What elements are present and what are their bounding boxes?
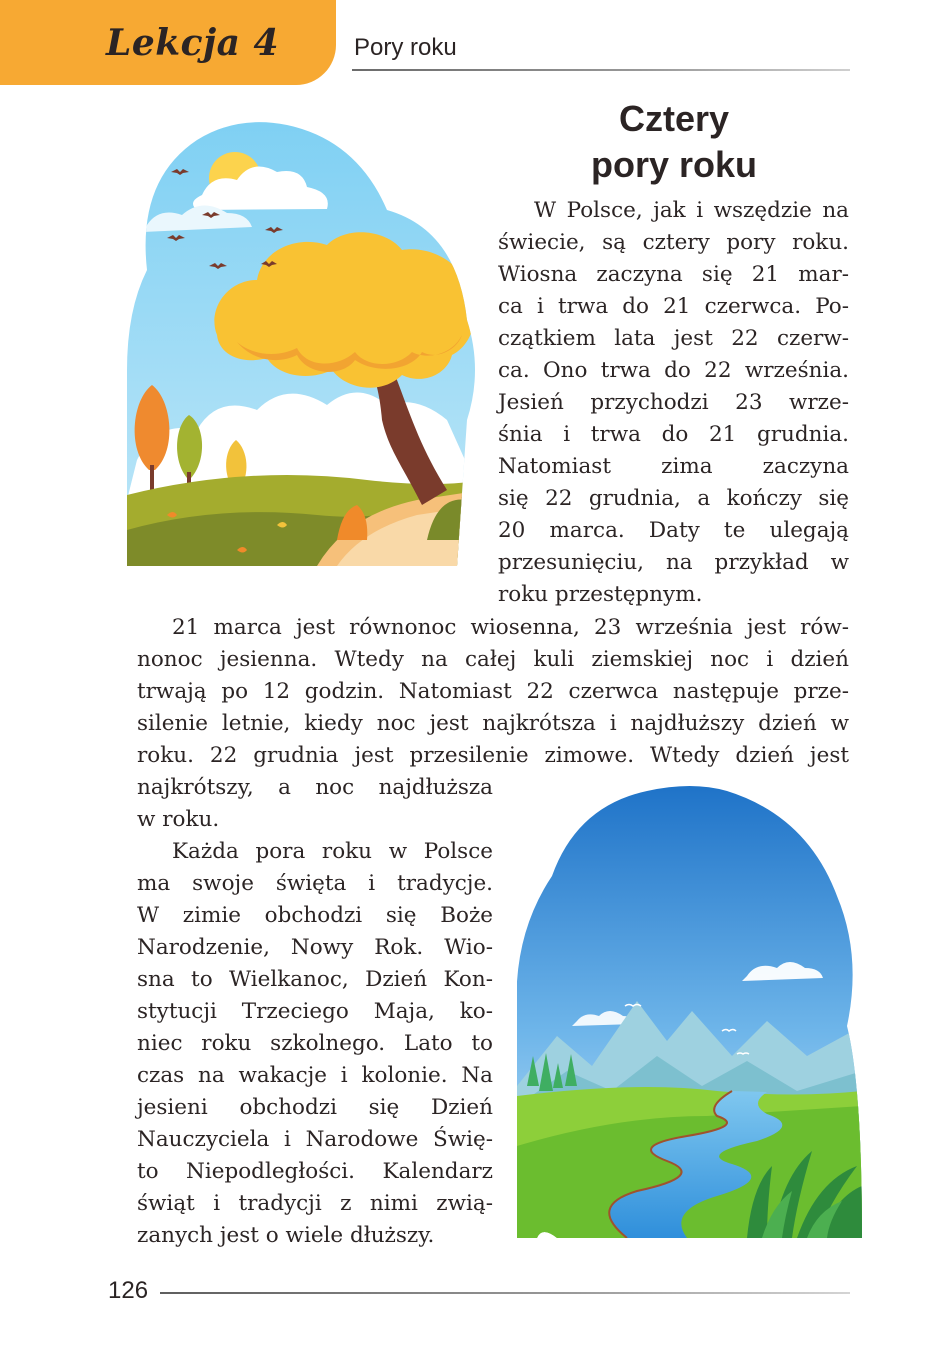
text-line: Natomiast zima zaczyna [498,454,849,479]
lesson-topic: Pory roku [354,34,457,61]
article-title-line: Cztery [618,98,730,139]
text-line: to Niepodległości. Kalendarz [137,1159,493,1184]
text-line: W Polsce, jak i wszędzie na [534,198,849,223]
text-line: ca i trwa do 21 czerwca. Po- [498,294,849,319]
text-line: ca. Ono trwa do 22 września. [498,358,849,383]
text-line: czątkiem lata jest 22 czerw- [498,326,849,351]
text-line: się 22 grudnia, a kończy się [498,486,849,511]
footer-rule [160,1292,850,1294]
lesson-label: Lekcja 4 [106,22,280,64]
text-line: świąt i tradycji z nimi zwią- [137,1191,493,1216]
header-rule [352,69,850,71]
text-line: nonoc jesienna. Wtedy na całej kuli ziemskiej noc i dzień [137,647,849,672]
text-line: przesunięciu, na przykład w [498,550,849,575]
text-line: W zimie obchodzi się Boże [137,903,493,928]
text-line: Narodzenie, Nowy Rok. Wio- [137,935,493,960]
text-line: świecie, są cztery pory roku. [498,230,849,255]
mountain-river-landscape-illustration [517,786,862,1238]
lesson-tab [0,0,336,85]
text-line: zanych jest o wiele dłuższy. [137,1223,435,1248]
text-line: Każda pora roku w Polsce [172,839,493,864]
autumn-landscape-illustration [127,120,483,566]
text-line: czas na wakacje i kolonie. Na [137,1063,493,1088]
text-line: najkrótszy, a noc najdłuższa [137,775,493,800]
text-line: sna to Wielkanoc, Dzień Kon- [137,967,493,992]
text-line: trwają po 12 godzin. Natomiast 22 czerwca następuje prze- [137,679,849,704]
text-line: roku. 22 grudnia jest przesilenie zimowe. Wtedy dzień jest [137,743,849,768]
article-title-line: pory roku [590,144,758,185]
text-line: 21 marca jest równonoc wiosenna, 23 września jest rów- [172,615,849,640]
text-line: stytucji Trzeciego Maja, ko- [137,999,493,1024]
text-line: silenie letnie, kiedy noc jest najkrótsza i najdłuższy dzień w [137,711,849,736]
text-line: jesieni obchodzi się Dzień [137,1095,493,1120]
text-line: Wiosna zaczyna się 21 mar- [498,262,849,287]
text-line: 20 marca. Daty te ulegają [498,518,849,543]
text-line: śnia i trwa do 21 grudnia. [498,422,849,447]
text-line: Jesień przychodzi 23 wrze- [498,390,849,415]
text-line: w roku. [137,807,220,832]
article-title [540,96,808,188]
text-line: niec roku szkolnego. Lato to [137,1031,493,1056]
text-line: Nauczyciela i Narodowe Świę- [137,1127,493,1152]
text-line: roku przestępnym. [498,582,703,607]
text-line: ma swoje święta i tradycje. [137,871,493,896]
page-number: 126 [108,1277,149,1304]
